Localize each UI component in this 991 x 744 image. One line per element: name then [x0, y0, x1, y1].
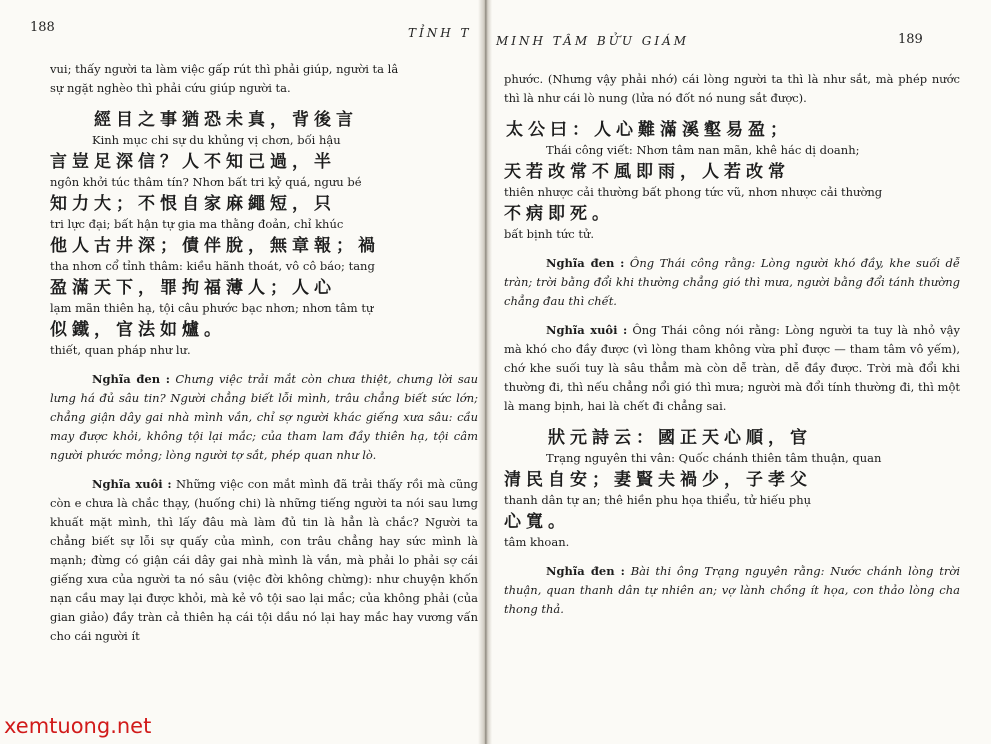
- reading-line: lạm mãn thiên hạ, tội câu phước bạc nhơn; nhơn tâm tự: [50, 301, 374, 315]
- spacer: [50, 360, 478, 370]
- reading-line: tâm khoan.: [504, 535, 570, 549]
- paragraph-text: Bài thi ông Trạng nguyên rằng: Nước chánh lòng trời thuận, quan thanh dân tự nhiên an; vợ lành chồng ít họa, con thảo lòng cha thong thả.: [504, 564, 960, 616]
- paragraph-label: Nghĩa đen :: [92, 372, 170, 386]
- paragraph-label: Nghĩa đen :: [546, 564, 625, 578]
- text-paragraph: phước. (Nhưng vậy phải nhớ) cái lòng người ta thì là như sắt, mà phép nước thì là như cái lò nung (lửa nó đốt nó nung sắt được).: [504, 72, 960, 105]
- han-line: 盈滿天下，罪拘福薄人；人心: [50, 278, 336, 298]
- left-page-number: 188: [30, 20, 55, 35]
- spacer: [504, 244, 960, 254]
- spacer: [504, 108, 960, 118]
- paragraph-text: Ông Thái công rằng: Lòng người khó đầy, khe suối dễ tràn; trời bằng đổi khi thường chẳng gió thì mưa, người bằng đổi tánh thường chẳng đau thì chết.: [504, 256, 960, 308]
- paragraph-text: Ông Thái công nói rằng: Lòng người ta tuy là nhỏ vậy mà khó cho đầy được (vì lòng tham không vừa phỉ được — tham tâm vô yếm), chớ khe suối tuy là sâu thẳm mà còn dễ tràn, dễ đầy được. Trời mà đổi khi thường đi, thì nếu chẳng nổi gió thì mưa; người mà đổi tính thường đi, thì một là mang bịnh, hai là chết đi chẳng sai.: [504, 323, 960, 413]
- explanation-paragraph: [50, 475, 478, 646]
- reading-line: thiên nhược cải thường bất phong tức vũ, nhơn nhược cải thường: [504, 185, 883, 199]
- paragraph-text: Chưng việc trải mắt còn chưa thiệt, chưng lời sau lưng há đủ sâu tin? Người chẳng biết lỗi mình, trâu chẳng biết sức lớn; chẳng giận dây gai nhà mình vắn, chỉ sợ người khác giếng xưa sâu: cầu may được khỏi, không tội lại mắc; của tham lam đầy thiên hạ, tội câm người phước mỏng; lòng người tợ sắt, phép quan như lò.: [50, 372, 478, 462]
- reading-line: Thái công viết: Nhơn tâm nan mãn, khê hác dị doanh;: [546, 143, 860, 157]
- left-running-header: TỈNH T: [408, 26, 472, 40]
- han-line: 狀元詩云：國正天心順，官: [548, 428, 812, 448]
- han-line: 經目之事猶恐未真，背後言: [94, 110, 358, 130]
- reading-line: tha nhơn cổ tỉnh thâm: kiều hãnh thoát, vô cô báo; tang: [50, 259, 375, 273]
- book-gutter: [478, 0, 492, 744]
- reading-line: Kinh mục chi sự du khủng vị chơn, bối hậu: [92, 133, 341, 147]
- paragraph-label: Nghĩa xuôi :: [92, 477, 172, 491]
- text-line: vui; thấy người ta làm việc gấp rút thì phải giúp, người ta lâ: [50, 62, 399, 76]
- text-line: sự ngặt nghèo thì phải cứu giúp người ta.: [50, 81, 291, 95]
- left-page: [0, 0, 484, 744]
- paragraph-text: Những việc con mắt mình đã trải thấy rồi mà cũng còn e chưa là chắc thạy, (huống chi) là những tiếng người ta nói sau lưng khuất mặt mình, thì lấy đâu mà làm đủ tin là hẳn là chắc? Người ta chẳng biết sự lỗi sự quấy của mình, con trâu chẳng hay sức mình là mạnh; đừng có giận cái dây gai nhà mình là vắn, mà phải lo phải sợ cái giếng xưa của người ta nó sâu (việc đời không chừng): như chuyện khốn nạn cầu may lại được khỏi, mà kẻ vô tội sao lại mắc; của không phải (của gian giảo) đầy tràn cả thiên hạ cái tội dầu nó lại hay mắc hay vương vấn cho cái người ít: [50, 477, 479, 643]
- literal-meaning-paragraph: [504, 254, 960, 311]
- site-watermark: xemtuong.net: [4, 714, 152, 738]
- spacer: [504, 552, 960, 562]
- right-page: [484, 0, 991, 744]
- han-line: 太公曰：人心難滿溪壑易盈；: [506, 120, 792, 140]
- reading-line: tri lực đại; bất hận tự gia ma thằng đoản, chỉ khúc: [50, 217, 344, 231]
- spacer: [504, 311, 960, 321]
- spacer: [50, 465, 478, 475]
- reading-line: bất bịnh tức tử.: [504, 227, 595, 241]
- han-line: 天若改常不風即雨，人若改常: [504, 162, 790, 182]
- han-line: 言豈足深信？人不知己過，半: [50, 152, 336, 172]
- spacer: [504, 416, 960, 426]
- reading-line: thiết, quan pháp như lư.: [50, 343, 191, 357]
- right-running-header: MINH TÂM BỬU GIÁM: [496, 34, 690, 48]
- right-page-number: 189: [898, 32, 923, 47]
- han-line: 清民自安；妻賢夫禍少，子孝父: [504, 470, 812, 490]
- right-page-body: [504, 70, 960, 619]
- han-line: 不病即死。: [504, 204, 614, 224]
- left-page-body: [50, 60, 478, 646]
- han-line: 知力大；不恨自家麻繩短，只: [50, 194, 336, 214]
- han-line: 似鐵，官法如爐。: [50, 320, 226, 340]
- spacer: [50, 98, 478, 108]
- literal-meaning-paragraph: [504, 562, 960, 619]
- reading-line: thanh dân tự an; thê hiền phu họa thiểu, tử hiếu phụ: [504, 493, 812, 507]
- reading-line: Trạng nguyên thi vân: Quốc chánh thiên tâm thuận, quan: [546, 451, 882, 465]
- han-line: 心寬。: [504, 512, 570, 532]
- reading-line: ngôn khởi túc thâm tín? Nhơn bất tri kỷ quá, ngưu bé: [50, 175, 362, 189]
- han-line: 他人古井深；債伴脫，無章報；禍: [50, 236, 380, 256]
- paragraph-label: Nghĩa đen :: [546, 256, 625, 270]
- paragraph-label: Nghĩa xuôi :: [546, 323, 628, 337]
- literal-meaning-paragraph: [50, 370, 478, 465]
- explanation-paragraph: [504, 321, 960, 416]
